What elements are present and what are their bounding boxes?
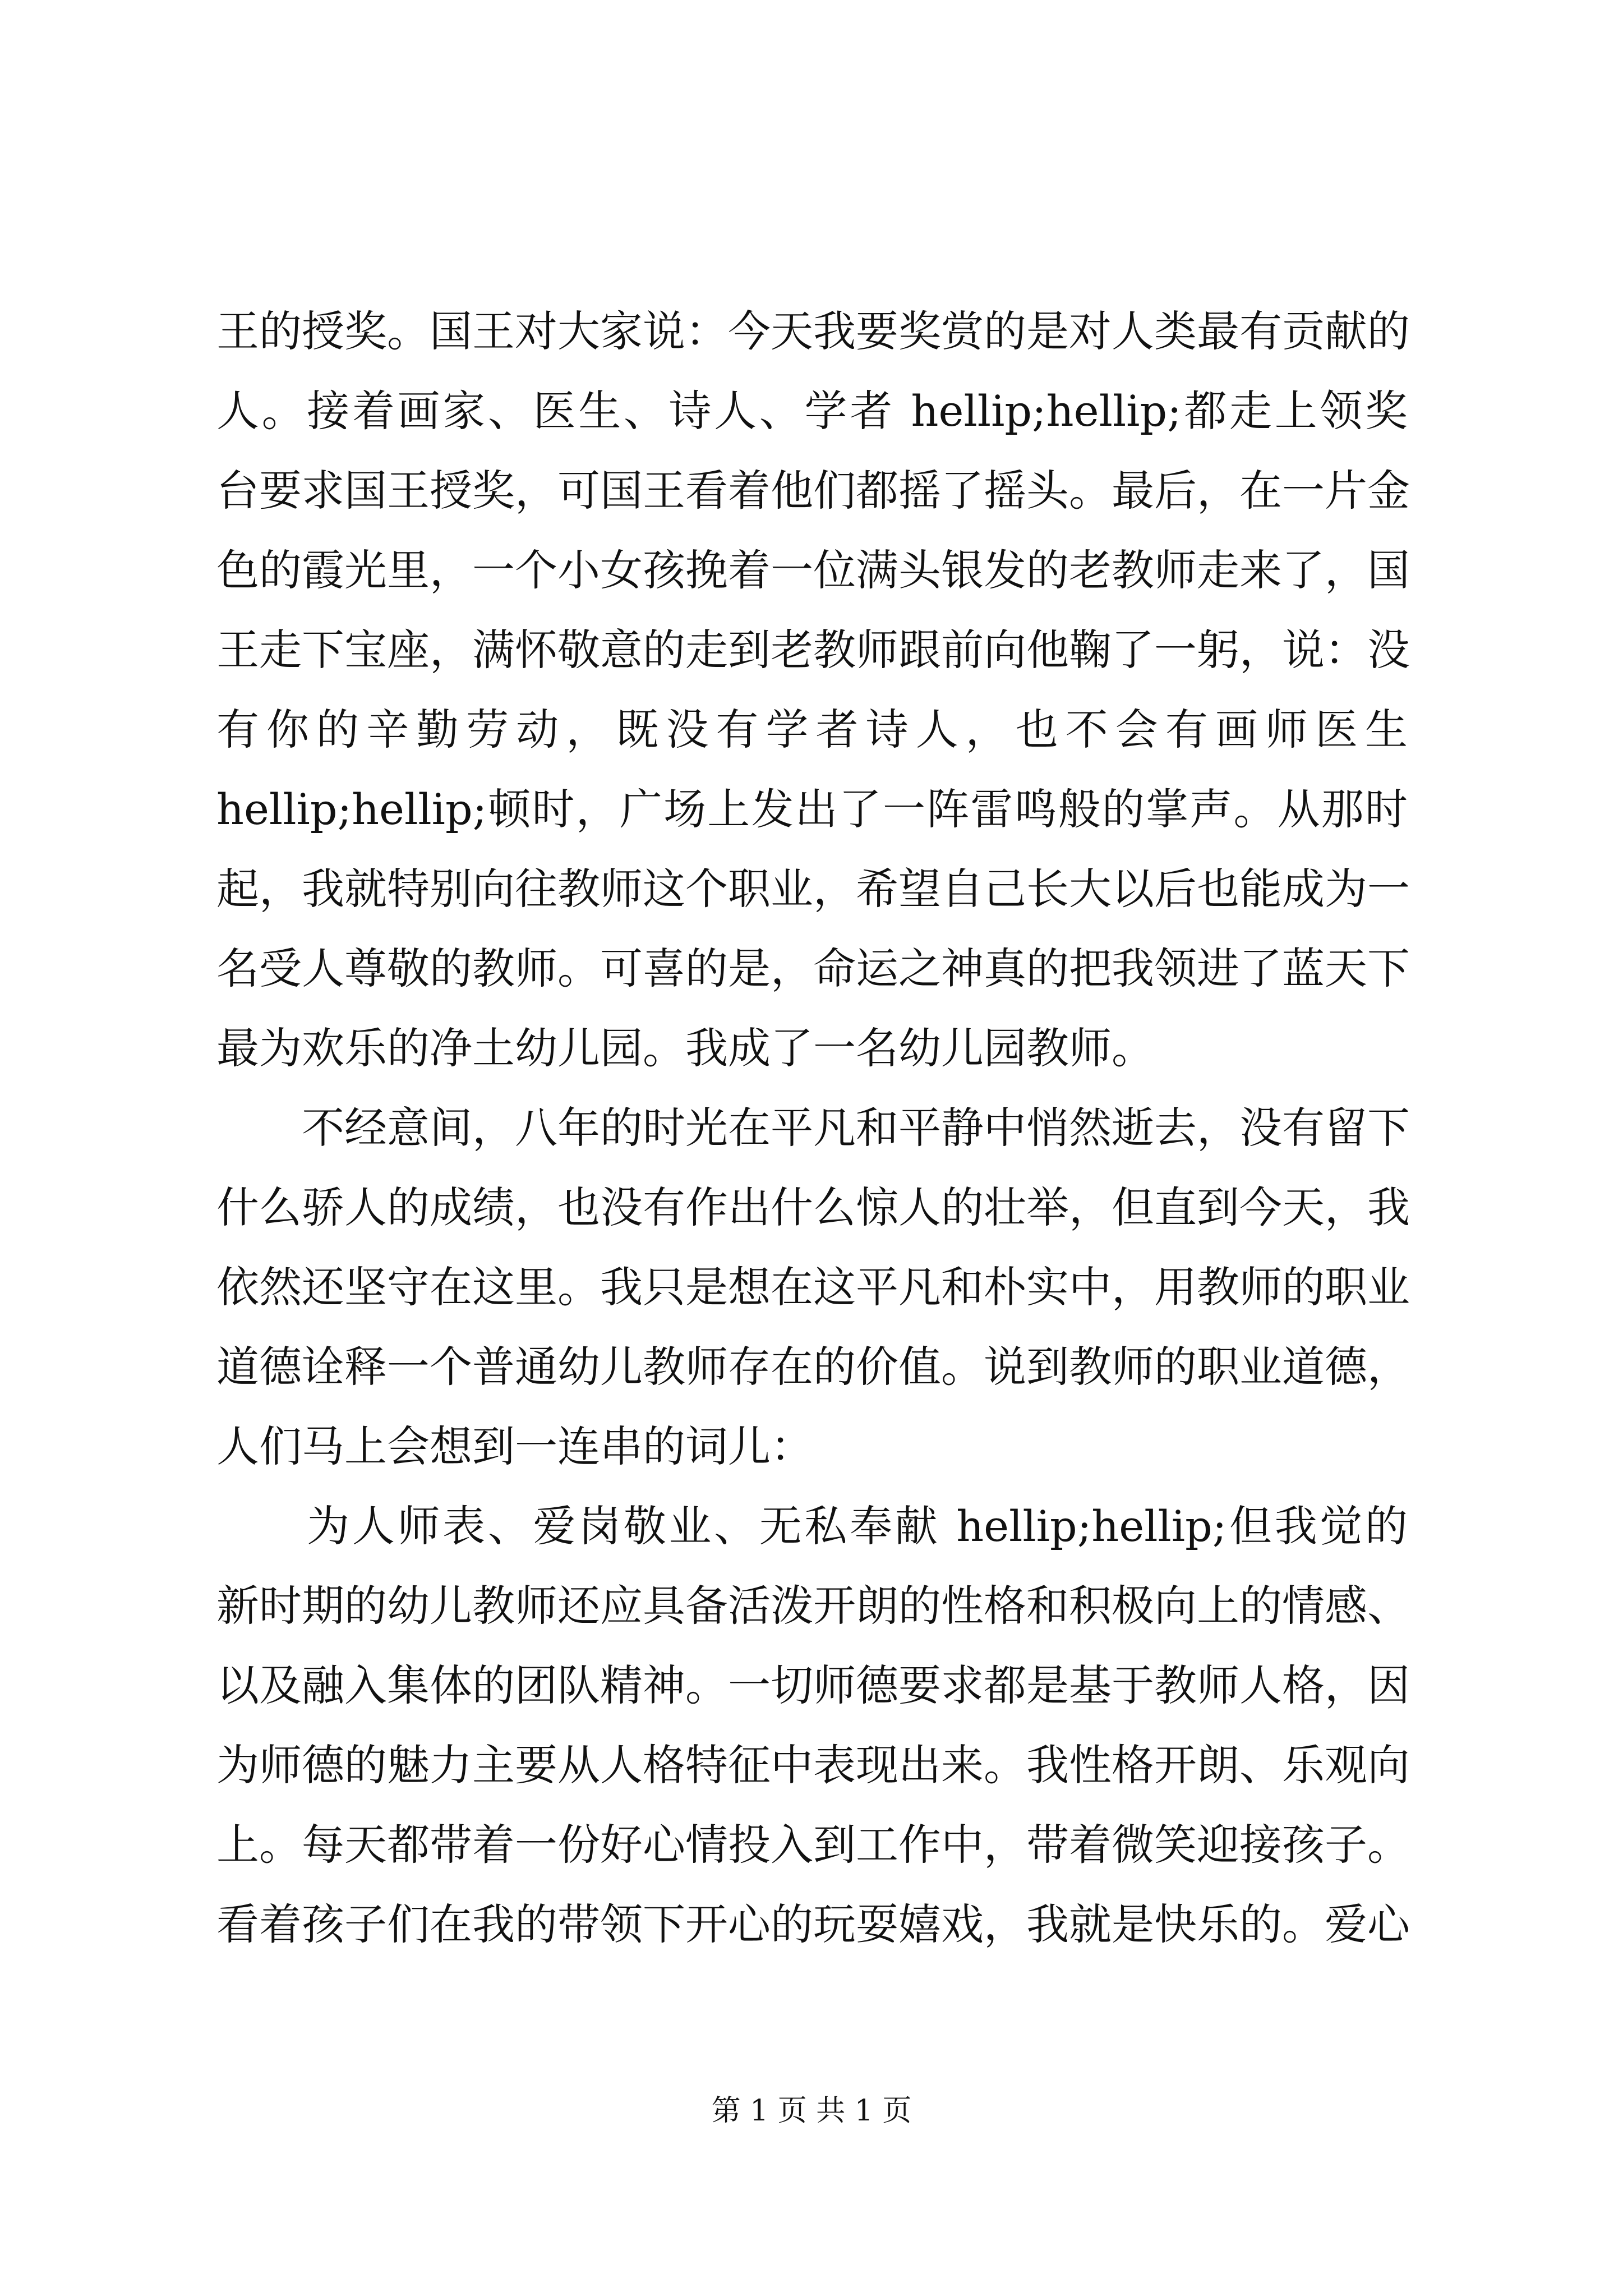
text-line: hellip;hellip;顿时，广场上发出了一阵雷鸣般的掌声。从那时 [216, 784, 1408, 834]
page-footer: 第 1 页 共 1 页 [711, 2094, 912, 2128]
text-line: 最为欢乐的净土幼儿园。我成了一名幼儿园教师。 [216, 1023, 1154, 1073]
text-line: 起，我就特别向往教师这个职业，希望自己长大以后也能成为一 [216, 864, 1410, 914]
text-line: 上。每天都带着一份好心情投入到工作中，带着微笑迎接孩子。 [216, 1820, 1410, 1870]
text-line: 人们马上会想到一连串的词儿： [216, 1421, 813, 1471]
document-body [216, 292, 1408, 1964]
text-line: 依然还坚守在这里。我只是想在这平凡和朴实中，用教师的职业 [216, 1262, 1410, 1312]
text-line: 为人师表、爱岗敬业、无私奉献 hellip;hellip;但我觉的 [216, 1501, 1408, 1551]
text-line: 新时期的幼儿教师还应具备活泼开朗的性格和积极向上的情感、 [216, 1581, 1410, 1631]
text-line: 王的授奖。国王对大家说：今天我要奖赏的是对人类最有贡献的 [216, 306, 1410, 356]
text-line: 道德诠释一个普通幼儿教师存在的价值。说到教师的职业道德， [216, 1342, 1410, 1392]
text-line: 什么骄人的成绩，也没有作出什么惊人的壮举，但直到今天，我 [216, 1182, 1410, 1232]
text-line: 名受人尊敬的教师。可喜的是，命运之神真的把我领进了蓝天下 [216, 944, 1410, 993]
text-line: 色的霞光里，一个小女孩挽着一位满头银发的老教师走来了，国 [216, 545, 1410, 595]
text-line: 不经意间，八年的时光在平凡和平静中悄然逝去，没有留下 [216, 1103, 1410, 1153]
text-line: 台要求国王授奖，可国王看着他们都摇了摇头。最后，在一片金 [216, 466, 1410, 516]
text-line: 以及融入集体的团队精神。一切师德要求都是基于教师人格，因 [216, 1660, 1410, 1710]
text-line: 看着孩子们在我的带领下开心的玩耍嬉戏，我就是快乐的。爱心 [216, 1899, 1410, 1949]
text-line: 为师德的魅力主要从人格特征中表现出来。我性格开朗、乐观向 [216, 1740, 1410, 1790]
text-line: 有你的辛勤劳动，既没有学者诗人，也不会有画师医生 [216, 705, 1408, 754]
text-line: 王走下宝座，满怀敬意的走到老教师跟前向他鞠了一躬，说：没 [216, 625, 1410, 675]
text-line: 人。接着画家、医生、诗人、学者 hellip;hellip;都走上领奖 [216, 386, 1408, 436]
